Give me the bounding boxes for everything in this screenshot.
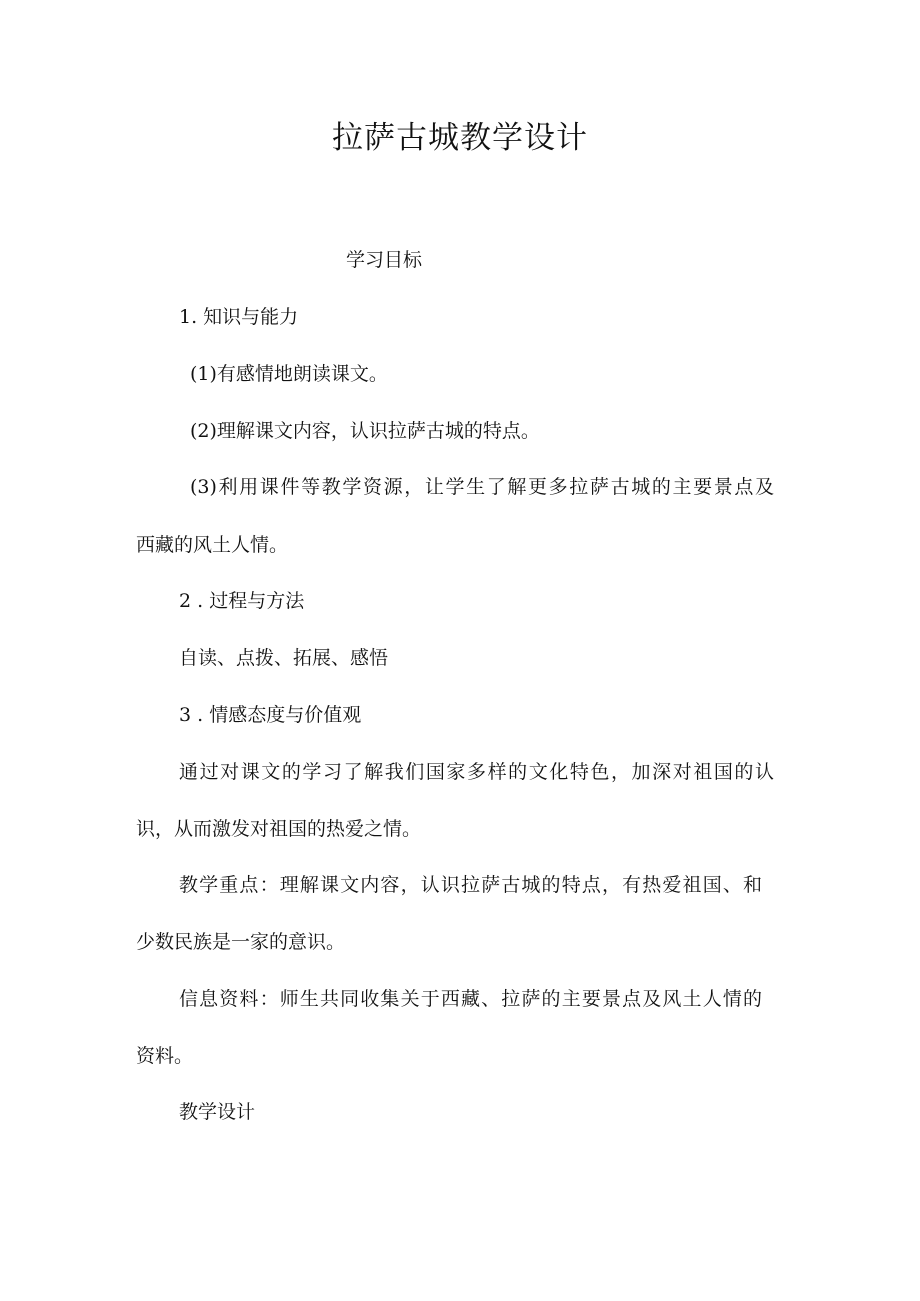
goal-item-3-line-2: 西藏的风土人情。 bbox=[136, 534, 289, 556]
teaching-design-heading: 教学设计 bbox=[179, 1101, 256, 1123]
goal-item-1: (1)有感情地朗读课文。 bbox=[190, 363, 388, 385]
section-heading-learning-goals: 学习目标 bbox=[346, 249, 423, 271]
values-line-1: 通过对课文的学习了解我们国家多样的文化特色，加深对祖国的认 bbox=[179, 761, 774, 783]
goal-item-2: (2)理解课文内容，认识拉萨古城的特点。 bbox=[190, 420, 540, 442]
teaching-focus-line-2: 少数民族是一家的意识。 bbox=[136, 931, 346, 953]
goal-item-3-line-1: (3)利用课件等教学资源，让学生了解更多拉萨古城的主要景点及 bbox=[190, 476, 774, 498]
values-line-2: 识，从而激发对祖国的热爱之情。 bbox=[136, 818, 422, 840]
heading-knowledge-ability: 1. 知识与能力 bbox=[179, 306, 299, 328]
methods-text: 自读、点拨、拓展、感悟 bbox=[179, 647, 389, 669]
info-materials-line-2: 资料。 bbox=[136, 1045, 194, 1067]
teaching-focus-line-1: 教学重点：理解课文内容，认识拉萨古城的特点，有热爱祖国、和 bbox=[179, 874, 762, 896]
info-materials-line-1: 信息资料：师生共同收集关于西藏、拉萨的主要景点及风土人情的 bbox=[179, 988, 762, 1010]
heading-emotion-values: 3 . 情感态度与价值观 bbox=[179, 704, 362, 726]
document-title: 拉萨古城教学设计 bbox=[332, 120, 588, 156]
heading-process-method: 2 . 过程与方法 bbox=[179, 590, 305, 612]
